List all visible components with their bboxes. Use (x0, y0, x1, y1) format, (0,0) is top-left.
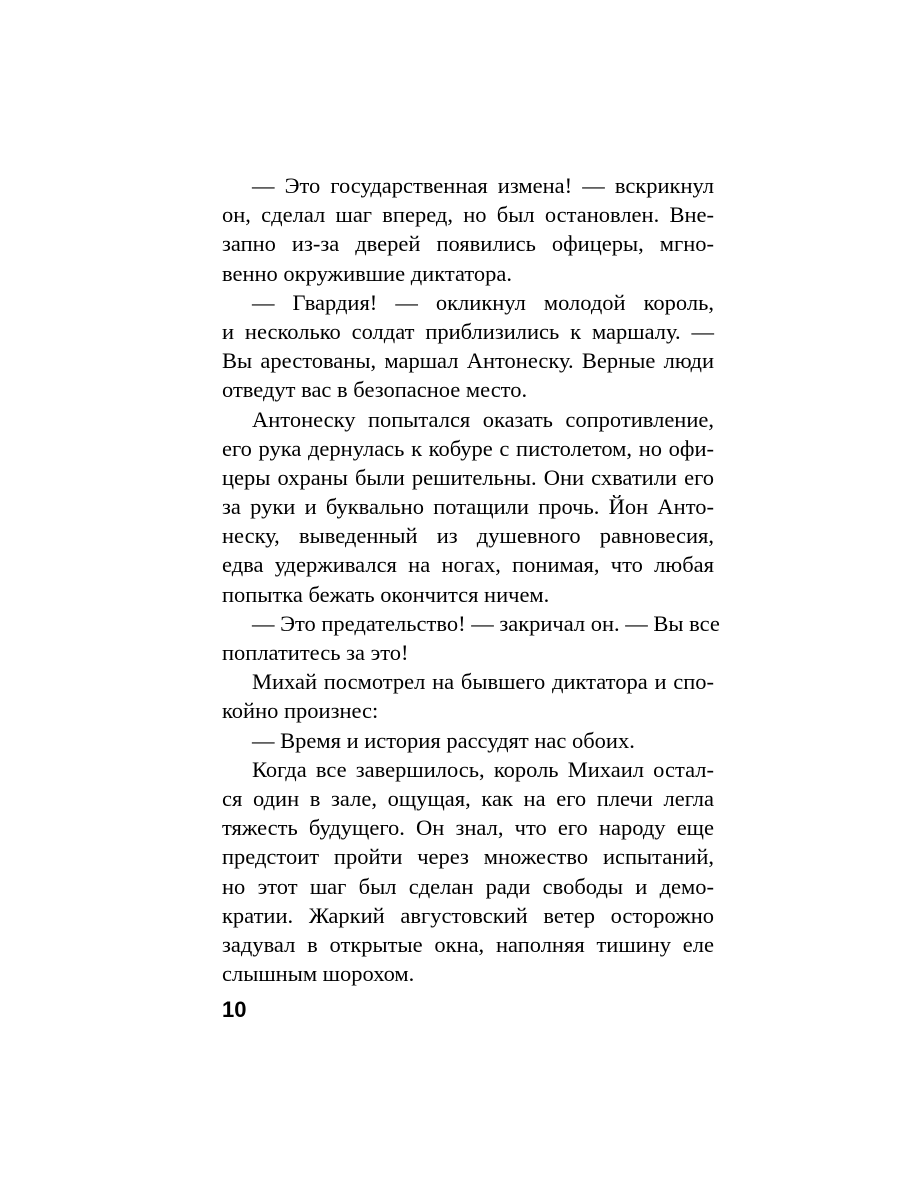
text-line: Антонеску попытался оказать сопротивление, (252, 406, 714, 432)
text-line: его рука дернулась к кобуре с пистолетом, но офи- (222, 435, 714, 461)
text-line: предстоит пройти через множество испытаний, (222, 844, 714, 870)
text-line: и несколько солдат приблизились к маршалу. — (222, 318, 714, 344)
text-line: но этот шаг был сделан ради свободы и демо- (222, 873, 714, 899)
text-line: ся один в зале, ощущая, как на его плечи легла (222, 785, 714, 811)
text-line: — Это государственная измена! — вскрикнул (252, 173, 714, 198)
text-line: Михай посмотрел на бывшего диктатора и спо- (252, 669, 714, 695)
text-line: неску, выведенный из душевного равновесия, (222, 523, 714, 549)
text-line: кратии. Жаркий августовский ветер осторожно (222, 902, 714, 928)
text-line: слышным шорохом. (222, 961, 415, 987)
text-line: церы охраны были решительны. Они схватили его (222, 464, 714, 490)
text-line: едва удерживался на ногах, понимая, что любая (222, 552, 714, 578)
text-line: венно окружившие диктатора. (222, 260, 512, 286)
text-line: — Гвардия! — окликнул молодой король, (252, 289, 714, 315)
text-line: отведут вас в безопасное место. (222, 377, 528, 403)
page-number: 10 (222, 997, 247, 1022)
text-line: — Это предательство! — закричал он. — Вы все (252, 610, 720, 636)
text-line: Вы арестованы, маршал Антонеску. Верные люди (222, 348, 714, 374)
text-line: запно из-за дверей появились офицеры, мгно- (222, 231, 714, 257)
text-line: за руки и буквально потащили прочь. Йон Анто- (222, 494, 714, 520)
text-line: он, сделал шаг вперед, но был остановлен. Вне- (222, 202, 714, 228)
text-line: задувал в открытые окна, наполняя тишину еле (222, 931, 714, 957)
text-line: койно произнес: (222, 698, 379, 724)
text-line: тяжесть будущего. Он знал, что его народу еще (222, 815, 714, 841)
text-line: — Время и история рассудят нас обоих. (252, 727, 635, 753)
text-line: поплатитесь за это! (222, 640, 409, 665)
body-text (222, 171, 720, 988)
text-line: попытка бежать окончится ничем. (222, 581, 550, 607)
text-line: Когда все завершилось, король Михаил остал- (252, 756, 714, 782)
